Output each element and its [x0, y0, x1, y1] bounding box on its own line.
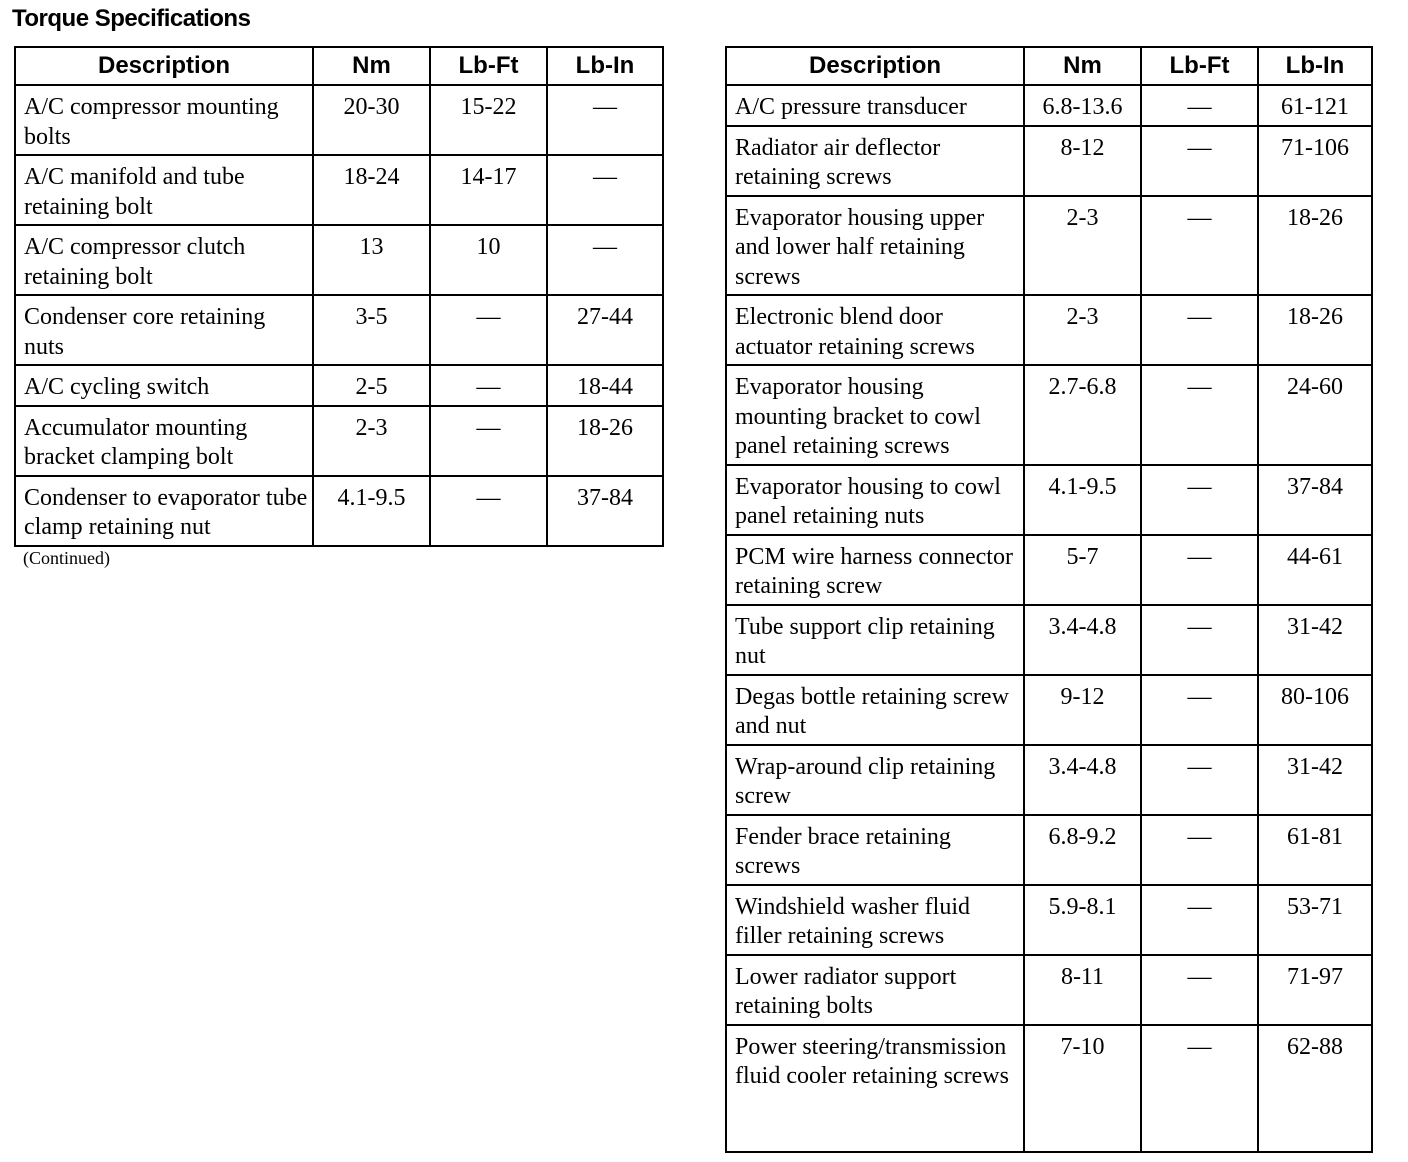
cell-lbin: 61-81	[1258, 815, 1372, 885]
cell-description: Electronic blend door actuator retaining screws	[726, 295, 1024, 365]
cell-description: A/C cycling switch	[15, 365, 313, 406]
cell-description: Evaporator housing to cowl panel retaining nuts	[726, 465, 1024, 535]
cell-nm: 3.4-4.8	[1024, 605, 1141, 675]
cell-lbin: 18-26	[1258, 196, 1372, 296]
table-row	[726, 885, 1372, 955]
cell-lbft: —	[1141, 745, 1258, 815]
cell-nm: 2-5	[313, 365, 430, 406]
column-header-nm: Nm	[1024, 47, 1141, 85]
cell-lbft: —	[1141, 365, 1258, 465]
header-row	[15, 47, 663, 85]
continued-note: (Continued)	[23, 548, 110, 568]
table-row	[726, 126, 1372, 196]
cell-description: A/C compressor mounting bolts	[15, 85, 313, 155]
cell-lbin: 61-121	[1258, 85, 1372, 126]
cell-description: A/C compressor clutch retaining bolt	[15, 225, 313, 295]
table-header	[726, 47, 1372, 85]
table-row	[15, 225, 663, 295]
column-header-lbft: Lb-Ft	[430, 47, 547, 85]
cell-nm: 8-12	[1024, 126, 1141, 196]
cell-lbft: —	[1141, 885, 1258, 955]
header-row	[726, 47, 1372, 85]
cell-nm: 2.7-6.8	[1024, 365, 1141, 465]
table-row	[726, 955, 1372, 1025]
cell-nm: 4.1-9.5	[1024, 465, 1141, 535]
cell-nm: 6.8-13.6	[1024, 85, 1141, 126]
table-row	[15, 365, 663, 406]
cell-lbin: —	[547, 155, 663, 225]
cell-nm: 5.9-8.1	[1024, 885, 1141, 955]
cell-description: Evaporator housing mounting bracket to cowl panel retaining screws	[726, 365, 1024, 465]
cell-nm: 3-5	[313, 295, 430, 365]
cell-nm: 2-3	[1024, 295, 1141, 365]
cell-lbin: 18-26	[1258, 295, 1372, 365]
cell-description: Power steering/transmission fluid cooler retaining screws	[726, 1025, 1024, 1152]
cell-lbin: 31-42	[1258, 745, 1372, 815]
cell-lbft: —	[430, 365, 547, 406]
cell-description: Wrap-around clip retaining screw	[726, 745, 1024, 815]
table-row	[726, 85, 1372, 126]
table-row	[726, 196, 1372, 296]
table-row	[15, 476, 663, 546]
column-header-nm: Nm	[313, 47, 430, 85]
cell-description: Lower radiator support retaining bolts	[726, 955, 1024, 1025]
cell-lbft: —	[1141, 675, 1258, 745]
cell-lbin: 62-88	[1258, 1025, 1372, 1152]
cell-description: Radiator air deflector retaining screws	[726, 126, 1024, 196]
cell-lbft: —	[1141, 815, 1258, 885]
cell-lbft: —	[430, 295, 547, 365]
cell-lbft: —	[1141, 196, 1258, 296]
cell-description: Condenser to evaporator tube clamp retaining nut	[15, 476, 313, 546]
table-row	[726, 365, 1372, 465]
cell-nm: 18-24	[313, 155, 430, 225]
cell-description: Fender brace retaining screws	[726, 815, 1024, 885]
cell-lbft: —	[1141, 1025, 1258, 1152]
cell-lbin: —	[547, 85, 663, 155]
cell-description: Accumulator mounting bracket clamping bolt	[15, 406, 313, 476]
table-row	[726, 815, 1372, 885]
cell-lbft: —	[1141, 605, 1258, 675]
cell-nm: 20-30	[313, 85, 430, 155]
cell-description: A/C pressure transducer	[726, 85, 1024, 126]
cell-lbft: —	[1141, 535, 1258, 605]
table-row	[15, 155, 663, 225]
cell-nm: 5-7	[1024, 535, 1141, 605]
table-row	[726, 535, 1372, 605]
cell-nm: 7-10	[1024, 1025, 1141, 1152]
table-row	[15, 85, 663, 155]
table-row	[726, 465, 1372, 535]
cell-lbin: 18-26	[547, 406, 663, 476]
cell-lbft: —	[1141, 295, 1258, 365]
cell-lbin: 53-71	[1258, 885, 1372, 955]
cell-lbin: —	[547, 225, 663, 295]
cell-nm: 6.8-9.2	[1024, 815, 1141, 885]
cell-lbin: 71-106	[1258, 126, 1372, 196]
cell-nm: 8-11	[1024, 955, 1141, 1025]
cell-description: Tube support clip retaining nut	[726, 605, 1024, 675]
table-row	[726, 605, 1372, 675]
cell-lbft: —	[1141, 955, 1258, 1025]
table-row	[726, 1025, 1372, 1152]
table-row	[726, 675, 1372, 745]
cell-lbin: 71-97	[1258, 955, 1372, 1025]
torque-table-right	[725, 46, 1373, 1153]
column-header-description: Description	[726, 47, 1024, 85]
cell-lbft: —	[1141, 465, 1258, 535]
cell-lbin: 27-44	[547, 295, 663, 365]
column-header-lbft: Lb-Ft	[1141, 47, 1258, 85]
cell-lbin: 24-60	[1258, 365, 1372, 465]
cell-description: PCM wire harness connector retaining screw	[726, 535, 1024, 605]
cell-lbin: 80-106	[1258, 675, 1372, 745]
cell-description: Degas bottle retaining screw and nut	[726, 675, 1024, 745]
cell-lbin: 18-44	[547, 365, 663, 406]
cell-lbin: 44-61	[1258, 535, 1372, 605]
table-header	[15, 47, 663, 85]
page-title: Torque Specifications	[12, 5, 251, 32]
cell-lbft: —	[1141, 126, 1258, 196]
cell-nm: 2-3	[313, 406, 430, 476]
cell-nm: 13	[313, 225, 430, 295]
cell-lbin: 37-84	[547, 476, 663, 546]
cell-nm: 3.4-4.8	[1024, 745, 1141, 815]
cell-description: Windshield washer fluid filler retaining screws	[726, 885, 1024, 955]
column-header-lbin: Lb-In	[547, 47, 663, 85]
table-row	[15, 406, 663, 476]
cell-lbft: 10	[430, 225, 547, 295]
cell-lbft: —	[430, 476, 547, 546]
torque-table-left	[14, 46, 664, 547]
cell-nm: 4.1-9.5	[313, 476, 430, 546]
table-row	[726, 745, 1372, 815]
cell-lbin: 37-84	[1258, 465, 1372, 535]
cell-lbft: 15-22	[430, 85, 547, 155]
cell-lbin: 31-42	[1258, 605, 1372, 675]
cell-lbft: 14-17	[430, 155, 547, 225]
cell-description: A/C manifold and tube retaining bolt	[15, 155, 313, 225]
cell-nm: 9-12	[1024, 675, 1141, 745]
table-row	[726, 295, 1372, 365]
cell-description: Evaporator housing upper and lower half retaining screws	[726, 196, 1024, 296]
cell-lbft: —	[430, 406, 547, 476]
column-header-lbin: Lb-In	[1258, 47, 1372, 85]
column-header-description: Description	[15, 47, 313, 85]
cell-lbft: —	[1141, 85, 1258, 126]
cell-nm: 2-3	[1024, 196, 1141, 296]
table-row	[15, 295, 663, 365]
cell-description: Condenser core retaining nuts	[15, 295, 313, 365]
